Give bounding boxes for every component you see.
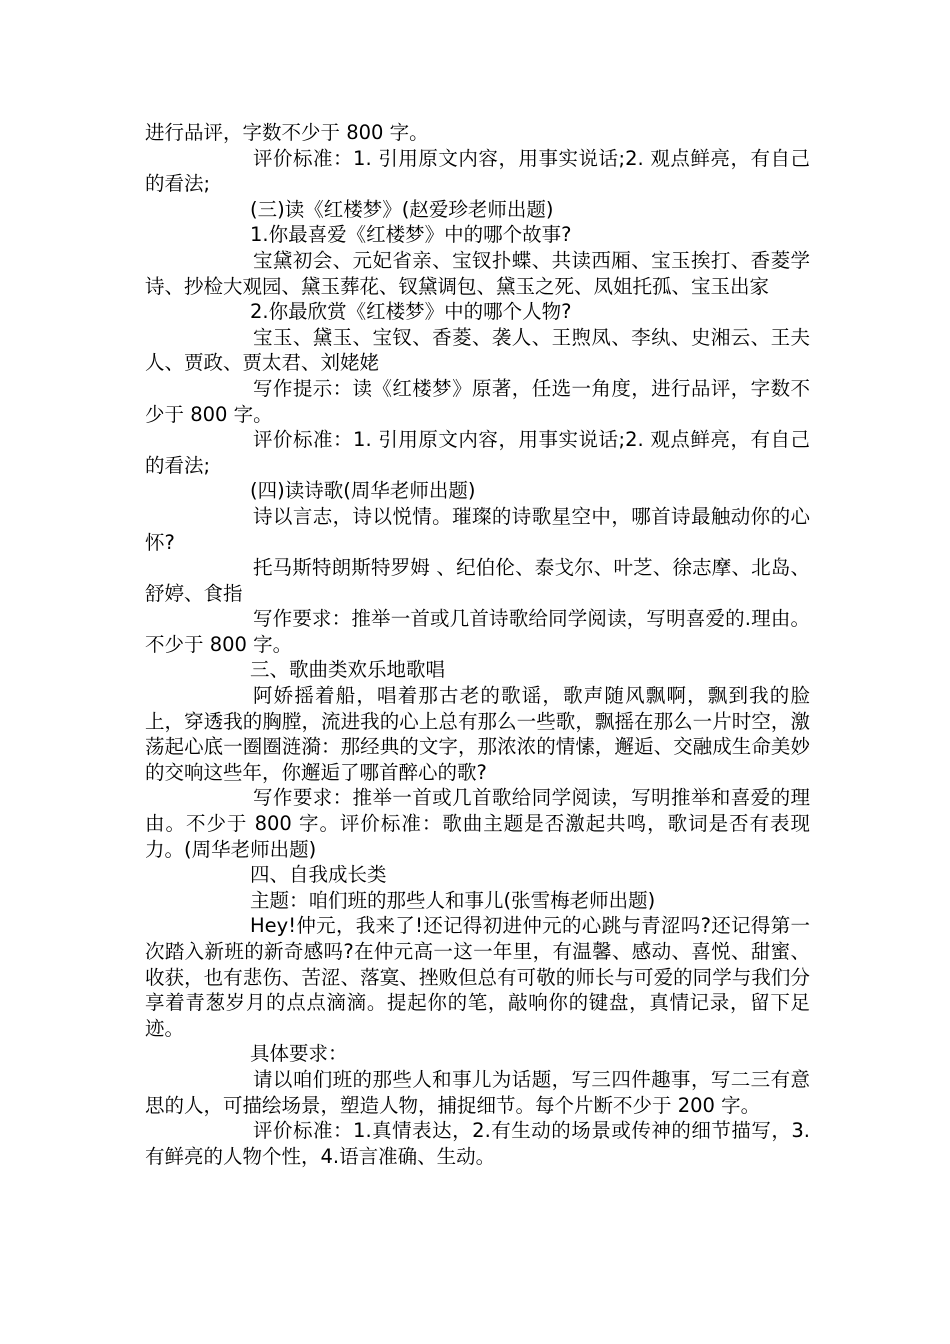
paragraph: 写作要求：推举一首或几首歌给同学阅读，写明推举和喜爱的理由。不少于 800 字。评价标准：歌曲主题是否激起共鸣，歌词是否有表现力。(周华老师出题) [145,786,810,861]
paragraph: Hey!仲元，我来了!还记得初进仲元的心跳与青涩吗?还记得第一次踏入新班的新奇感吗?在仲元高一这一年里，有温馨、感动、喜悦、甜蜜、收获，也有悲伤、苦涩、落寞、挫败但总有可敬的师长与可爱的同学与我们分享着青葱岁月的点点滴滴。提起你的笔，敲响你的键盘，真情记录，留下足迹。 [145,914,810,1040]
section-heading: 四、自我成长类 [250,863,387,887]
paragraph: 宝黛初会、元妃省亲、宝钗扑蝶、共读西厢、宝玉挨打、香菱学诗、抄检大观园、黛玉葬花、钗黛调包、黛玉之死、凤姐托孤、宝玉出家 [145,248,810,298]
paragraph: 主题：咱们班的那些人和事儿(张雪梅老师出题) [250,888,656,912]
paragraph: 宝玉、黛玉、宝钗、香菱、袭人、王煦凤、李纨、史湘云、王夫人、贾政、贾太君、刘姥姥 [145,325,810,375]
question: 2.你最欣赏《红楼梦》中的哪个人物? [250,300,572,324]
paragraph: 评价标准：1.真情表达，2.有生动的场景或传神的细节描写，3.有鲜亮的人物个性，4.语言准确、生动。 [145,1119,810,1168]
document-body [145,120,810,1169]
paragraph: 托马斯特朗斯特罗姆 、纪伯伦、泰戈尔、叶芝、徐志摩、北岛、舒婷、食指 [145,556,810,605]
question: 1.你最喜爱《红楼梦》中的哪个故事? [250,223,572,247]
paragraph: 写作要求：推举一首或几首诗歌给同学阅读，写明喜爱的.理由。不少于 800 字。 [145,607,810,656]
section-heading: (三)读《红楼梦》(赵爱珍老师出题) [250,197,554,221]
paragraph: 评价标准：1. 引用原文内容，用事实说话;2. 观点鲜亮，有自己的看法; [145,428,810,477]
paragraph: 诗以言志，诗以悦情。璀璨的诗歌星空中，哪首诗最触动你的心怀? [145,504,810,554]
paragraph: 具体要求： [250,1042,348,1066]
paragraph: 阿娇摇着船，唱着那古老的歌谣，歌声随风飘啊，飘到我的脸上，穿透我的胸膛，流进我的心上总有那么一些歌，飘摇在那么一片时空，激荡起心底一圈圈涟漪：那经典的文字，那浓浓的情愫，邂逅、交融成生命美妙的交响这些年，你邂逅了哪首醉心的歌? [145,684,810,784]
section-heading: 三、歌曲类欢乐地歌唱 [250,658,446,682]
paragraph: 评价标准：1. 引用原文内容，用事实说话;2. 观点鲜亮，有自己的看法; [145,146,810,196]
paragraph: 请以咱们班的那些人和事儿为话题，写三四件趣事，写二三有意思的人，可描绘场景，塑造人物，捕捉细节。每个片断不少于 200 字。 [145,1067,810,1117]
paragraph: 写作提示：读《红楼梦》原著，任选一角度，进行品评，字数不少于 800 字。 [145,376,810,426]
section-heading: (四)读诗歌(周华老师出题) [250,479,476,503]
paragraph: 进行品评，字数不少于 800 字。 [145,121,429,144]
